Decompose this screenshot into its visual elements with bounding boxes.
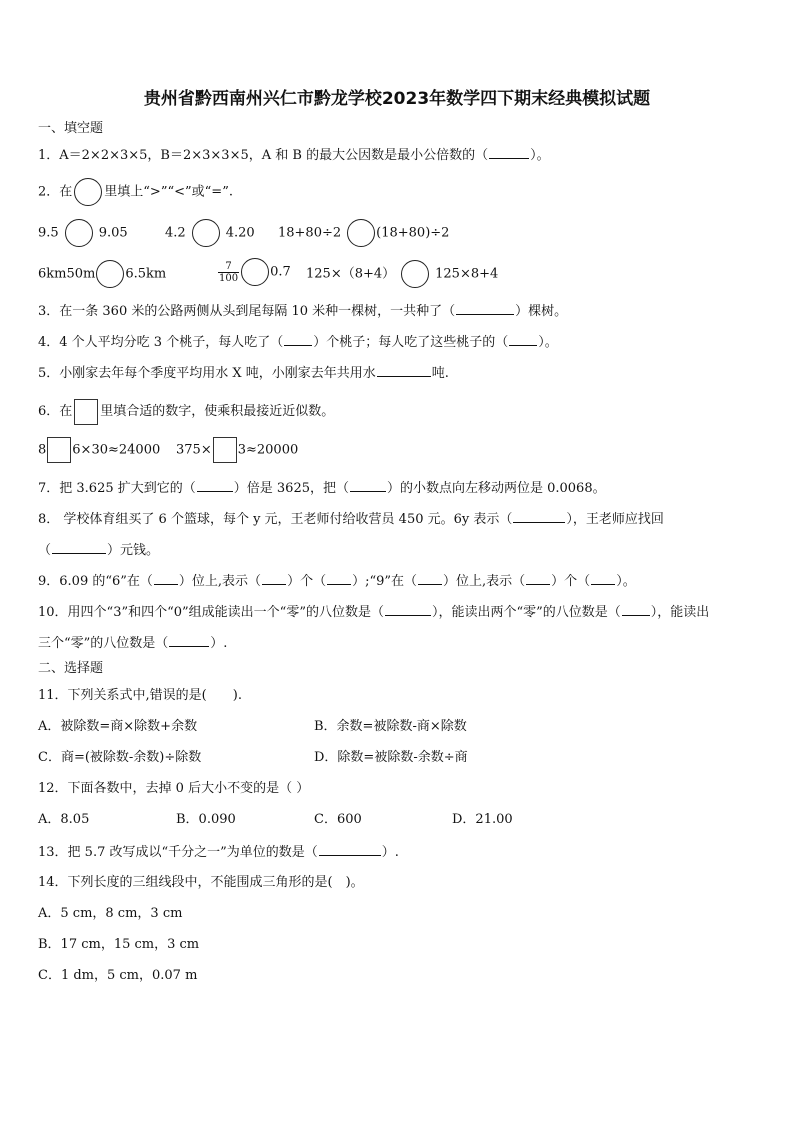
answer-blank[interactable] bbox=[350, 479, 386, 492]
page-title: 贵州省黔西南州兴仁市黔龙学校2023年数学四下期末经典模拟试题 bbox=[143, 89, 651, 109]
estimate-item-1: 8 6×30≈24000 bbox=[38, 437, 160, 464]
option-12-b[interactable]: B．0.090 bbox=[176, 812, 236, 827]
option-12-c[interactable]: C．600 bbox=[314, 812, 362, 827]
option-14-a[interactable]: A．5 cm，8 cm，3 cm bbox=[38, 906, 183, 921]
section-heading-multiple-choice: 二、选择题 bbox=[38, 661, 104, 676]
answer-blank[interactable] bbox=[418, 572, 442, 585]
answer-blank[interactable] bbox=[319, 843, 381, 856]
question-3: 3．在一条 360 米的公路两侧从头到尾每隔 10 米种一棵树，一共种了（ ）棵树。 bbox=[38, 304, 568, 319]
compare-circle[interactable] bbox=[401, 260, 429, 288]
option-11-b[interactable]: B．余数=被除数-商×除数 bbox=[314, 719, 467, 734]
question-4: 4．4 个人平均分吃 3 个桃子，每人吃了（ ）个桃子；每人吃了这些桃子的（ ）。 bbox=[38, 335, 558, 350]
compare-circle[interactable] bbox=[241, 258, 269, 286]
option-11-c[interactable]: C．商=(被除数-余数)÷除数 bbox=[38, 750, 202, 765]
answer-blank[interactable] bbox=[327, 572, 351, 585]
option-12-a[interactable]: A．8.05 bbox=[38, 812, 90, 827]
fraction: $\frac{7}{100}$ bbox=[219, 260, 239, 284]
option-11-a[interactable]: A．被除数=商×除数+余数 bbox=[38, 719, 198, 734]
question-8: 8． 学校体育组买了 6 个篮球，每个 y 元，王老师付给收营员 450 元。6y 表示（ ），王老师应找回 bbox=[38, 512, 664, 527]
answer-blank[interactable] bbox=[513, 510, 565, 523]
question-6: 6．在 里填合适的数字，使乘积最接近近似数。 bbox=[38, 398, 334, 426]
option-12-d[interactable]: D．21.00 bbox=[452, 812, 513, 827]
question-9: 9．6.09 的“6”在（ ）位上,表示（ ）个（ ）;“9”在（ ）位上,表示（ ）个（ ）。 bbox=[38, 574, 636, 589]
compare-item-2: 4.2 4.20 bbox=[165, 219, 255, 247]
question-8-continued: （ ）元钱。 bbox=[38, 543, 160, 558]
compare-circle[interactable] bbox=[74, 178, 102, 206]
digit-box[interactable] bbox=[213, 437, 237, 463]
question-13: 13．把 5.7 改写成以“千分之一”为单位的数是（ ）. bbox=[38, 845, 399, 860]
compare-item-4: 6km50m 6.5km bbox=[38, 260, 166, 288]
digit-box[interactable] bbox=[47, 437, 71, 463]
answer-blank[interactable] bbox=[591, 572, 615, 585]
answer-blank[interactable] bbox=[385, 603, 431, 616]
compare-circle[interactable] bbox=[96, 260, 124, 288]
answer-blank[interactable] bbox=[284, 333, 312, 346]
question-12: 12．下面各数中，去掉 0 后大小不变的是（ ） bbox=[38, 781, 310, 796]
answer-blank[interactable] bbox=[52, 541, 106, 554]
compare-item-6: 125×（8+4） 125×8+4 bbox=[306, 260, 498, 288]
estimate-item-2: 375× 3≈20000 bbox=[176, 437, 298, 464]
question-7: 7．把 3.625 扩大到它的（ ）倍是 3625，把（ ）的小数点向左移动两位是 0.0068。 bbox=[38, 481, 606, 496]
digit-box[interactable] bbox=[74, 399, 98, 425]
compare-circle[interactable] bbox=[347, 219, 375, 247]
compare-circle[interactable] bbox=[65, 219, 93, 247]
question-1: 1．A＝2×2×3×5，B＝2×3×3×5，A 和 B 的最大公因数是最小公倍数的（ ）。 bbox=[38, 148, 550, 163]
option-11-d[interactable]: D．除数=被除数-余数÷商 bbox=[314, 750, 468, 765]
answer-blank[interactable] bbox=[622, 603, 650, 616]
question-14: 14．下列长度的三组线段中，不能围成三角形的是( )。 bbox=[38, 875, 364, 890]
question-2: 2．在 里填上“>”“<”或“=”. bbox=[38, 178, 233, 207]
compare-circle[interactable] bbox=[192, 219, 220, 247]
answer-blank[interactable] bbox=[526, 572, 550, 585]
answer-blank[interactable] bbox=[262, 572, 286, 585]
answer-blank[interactable] bbox=[197, 479, 233, 492]
question-10: 10．用四个“3”和四个“0”组成能读出一个“零”的八位数是（ ），能读出两个“零”的八位数是（ ），能读出 bbox=[38, 605, 710, 620]
option-14-c[interactable]: C．1 dm，5 cm，0.07 m bbox=[38, 968, 198, 983]
answer-blank[interactable] bbox=[377, 364, 431, 377]
answer-blank[interactable] bbox=[456, 302, 514, 315]
question-5: 5．小刚家去年每个季度平均用水 X 吨，小刚家去年共用水 吨. bbox=[38, 366, 449, 381]
compare-item-3: 18+80÷2 (18+80)÷2 bbox=[278, 219, 449, 247]
compare-item-1: 9.5 9.05 bbox=[38, 219, 128, 247]
answer-blank[interactable] bbox=[489, 146, 529, 159]
answer-blank[interactable] bbox=[509, 333, 537, 346]
question-11: 11．下列关系式中,错误的是( ). bbox=[38, 688, 242, 703]
section-heading-fill-in: 一、填空题 bbox=[38, 121, 104, 136]
answer-blank[interactable] bbox=[169, 634, 209, 647]
compare-item-5: $\frac{7}{100}$ 0.7 bbox=[218, 258, 291, 286]
option-14-b[interactable]: B．17 cm，15 cm，3 cm bbox=[38, 937, 200, 952]
question-10-continued: 三个“零”的八位数是（ ）. bbox=[38, 636, 228, 651]
answer-blank[interactable] bbox=[154, 572, 178, 585]
